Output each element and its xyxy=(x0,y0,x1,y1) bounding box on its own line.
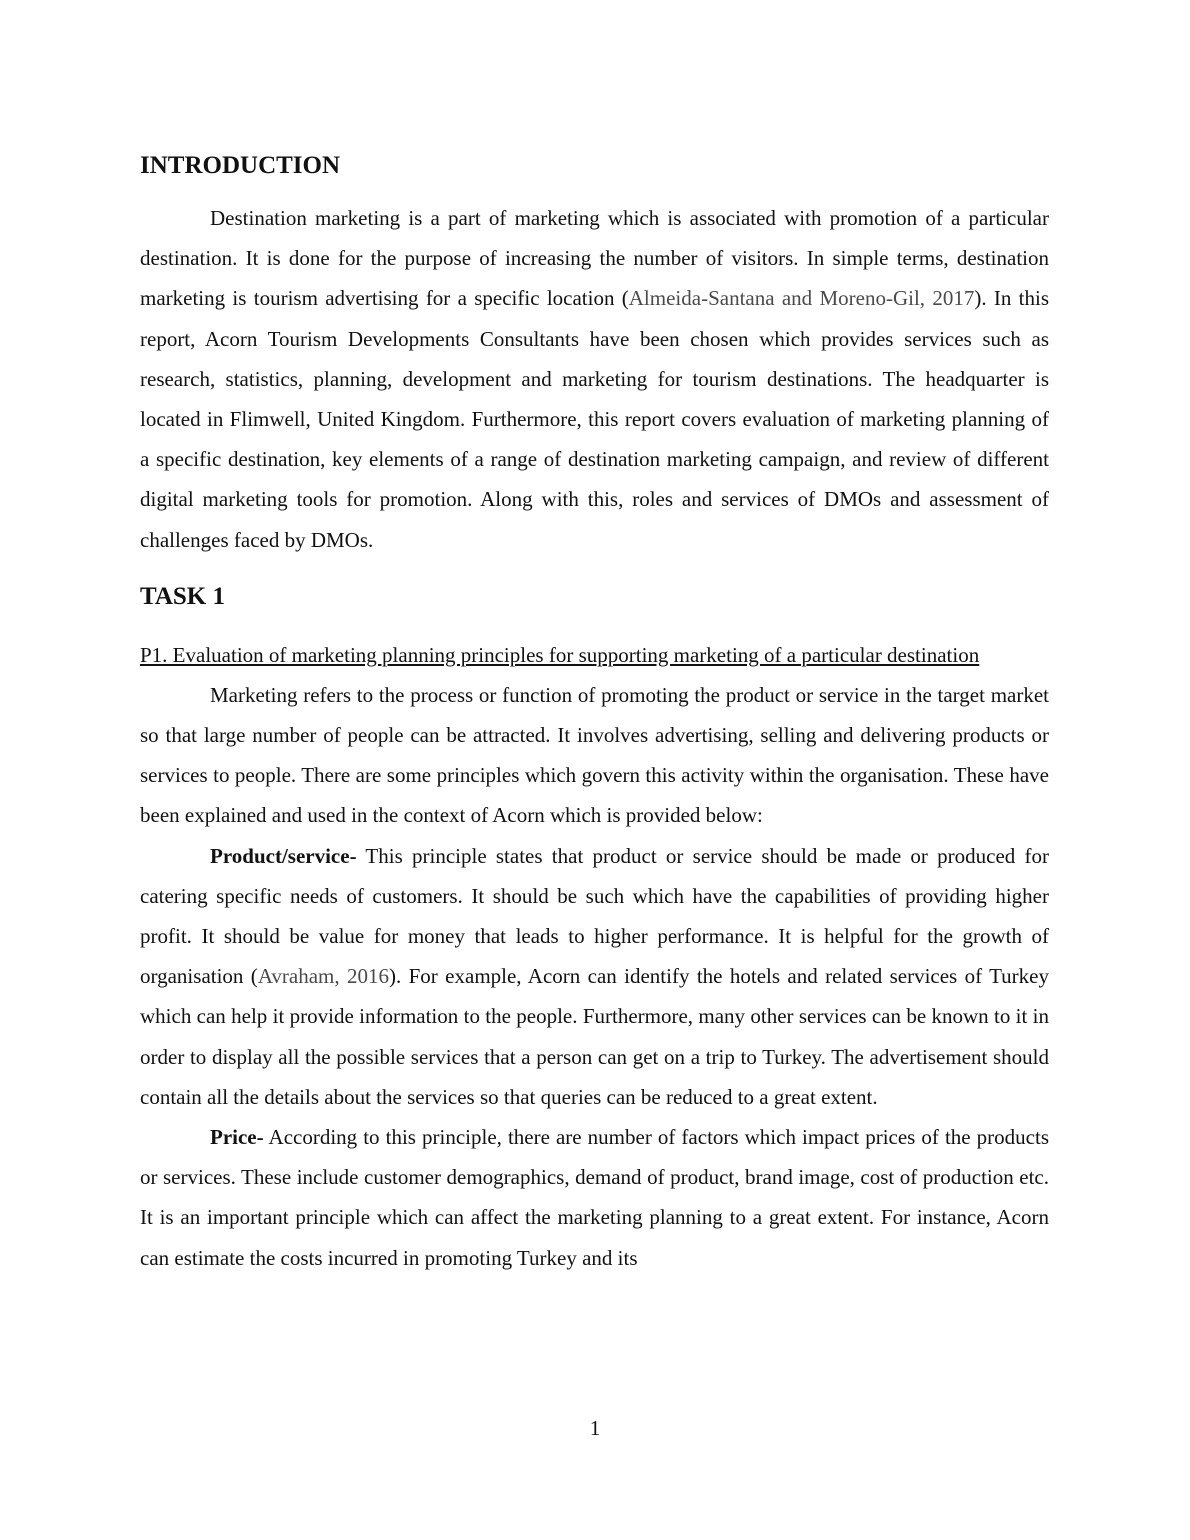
price-label: Price- xyxy=(210,1125,264,1150)
document-page xyxy=(140,148,1049,1278)
intro-citation: Almeida-Santana and Moreno-Gil, 2017 xyxy=(628,286,975,311)
product-text-a: This principle states that product or service should be made or produced for catering specific needs of customers. It should be such which have the capabilities of providing higher profit. It should be value for money that leads to higher performance. It is helpful for the growth of organisation ( xyxy=(140,843,1049,989)
intro-text-b: ). In this report, Acorn Tourism Developments Consultants have been chosen which provides services such as research, statistics, planning, development and marketing for tourism destinations. The headquarter is located in Flimwell, United Kingdom. Furthermore, this report covers evaluation of marketing planning of a specific destination, key elements of a range of destination marketing campaign, and review of different digital marketing tools for promotion. Along with this, roles and services of DMOs and assessment of challenges faced by DMOs. xyxy=(140,286,1050,552)
product-service-paragraph xyxy=(140,836,1049,1117)
intro-heading: INTRODUCTION xyxy=(140,152,341,179)
price-text: According to this principle, there are number of factors which impact prices of the products or services. These include customer demographics, demand of product, brand image, cost of production etc. It is an important principle which can affect the marketing planning to a great extent. For instance, Acorn can estimate the costs incurred in promoting Turkey and its xyxy=(140,1125,1049,1270)
product-text-b: ). For example, Acorn can identify the hotels and related services of Turkey which can help it provide information to the people. Furthermore, many other services can be known to it in order to display all the possible services that a person can get on a trip to Turkey. The advertisement should contain all the details about the services so that queries can be reduced to a great extent. xyxy=(140,964,1049,1109)
intro-text-a: Destination marketing is a part of marketing which is associated with promotion of a particular destination. It is done for the purpose of increasing the number of visitors. In simple terms, destination marketing is tourism advertising for a specific location ( xyxy=(140,206,1049,311)
intro-paragraph xyxy=(140,198,1049,560)
task1-intro-paragraph: Marketing refers to the process or function of promoting the product or service in the target market so that large number of people can be attracted. It involves advertising, selling and delivering products or services to people. There are some principles which govern this activity within the organisation. These have been explained and used in the context of Acorn which is provided below: xyxy=(140,682,1049,828)
page-number: 1 xyxy=(589,1416,601,1440)
product-service-label: Product/service- xyxy=(210,843,357,868)
product-citation: Avraham, 2016 xyxy=(257,964,390,989)
task1-heading: TASK 1 xyxy=(140,582,225,610)
task1-subheading: P1. Evaluation of marketing planning principles for supporting marketing of a particular destination xyxy=(140,642,980,667)
price-paragraph xyxy=(140,1117,1049,1278)
